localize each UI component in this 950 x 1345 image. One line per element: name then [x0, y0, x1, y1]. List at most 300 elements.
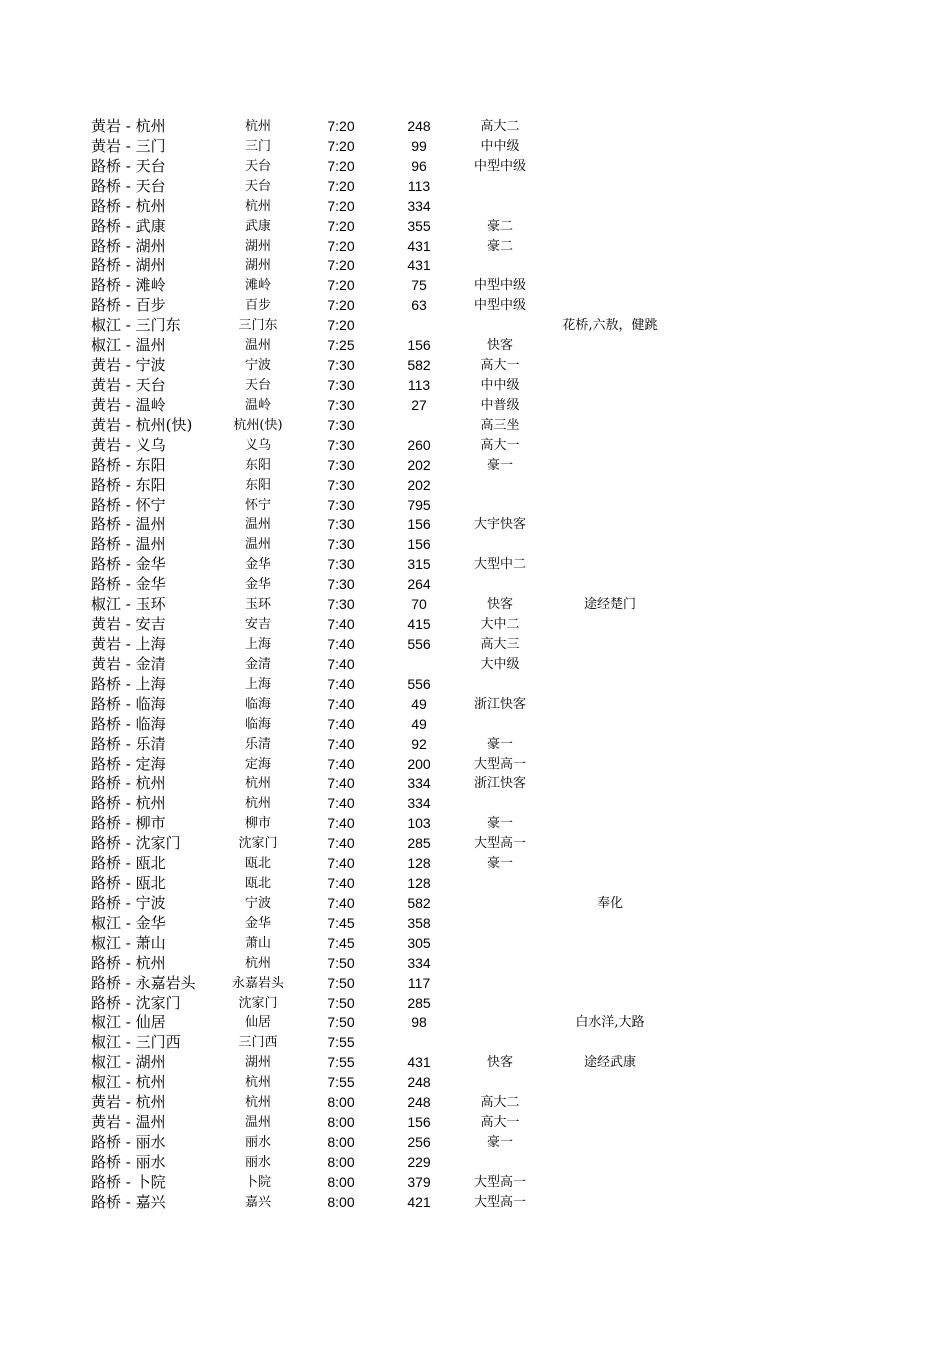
- distance-cell: 556: [407, 675, 431, 692]
- note-cell: [540, 1093, 680, 1113]
- distance-cell: 248: [407, 118, 431, 134]
- departure-time-cell: 7:20: [327, 297, 355, 314]
- bus-type-cell: 豪一: [486, 1135, 513, 1151]
- distance-cell: 315: [407, 556, 431, 573]
- distance-cell: 202: [407, 456, 431, 473]
- bus-type-cell: 大型高一: [473, 1174, 526, 1190]
- distance-cell: 128: [407, 855, 431, 872]
- route-cell: 黄岩 - 天台: [91, 375, 166, 394]
- route-cell: 路桥 - 杭州: [91, 774, 166, 793]
- note-cell: 途经楚门: [583, 597, 636, 613]
- route-cell: 路桥 - 沈家门: [91, 834, 181, 853]
- route-cell: 路桥 - 宁波: [91, 893, 166, 912]
- destination-cell: 瓯北: [244, 876, 271, 892]
- bus-type-cell: 中中级: [480, 138, 520, 154]
- note-cell: [540, 994, 680, 1014]
- destination-cell: 温州: [244, 1115, 271, 1131]
- bus-type-cell: 中中级: [480, 377, 520, 393]
- bus-type-cell: [450, 914, 550, 934]
- table-row: [0, 496, 950, 516]
- bus-schedule-table: [0, 117, 950, 1213]
- note-cell: [540, 396, 680, 416]
- table-row: [0, 1093, 950, 1113]
- destination-cell: 金华: [244, 557, 271, 573]
- table-row: [0, 1173, 950, 1193]
- table-row: [0, 814, 950, 834]
- departure-time-cell: 8:00: [327, 1193, 355, 1210]
- table-row: [0, 237, 950, 257]
- route-cell: 路桥 - 杭州: [91, 794, 166, 813]
- note-cell: [540, 794, 680, 814]
- route-cell: 路桥 - 定海: [91, 754, 166, 773]
- route-cell: 路桥 - 嘉兴: [91, 1192, 166, 1211]
- note-cell: [540, 755, 680, 775]
- route-cell: 路桥 - 滩岭: [91, 276, 166, 295]
- departure-time-cell: 7:40: [327, 894, 355, 911]
- departure-time-cell: 7:30: [327, 556, 355, 573]
- destination-cell: 杭州: [244, 1075, 271, 1091]
- departure-time-cell: 7:40: [327, 755, 355, 772]
- bus-type-cell: 高大三: [480, 636, 520, 652]
- route-cell: 黄岩 - 上海: [91, 634, 166, 653]
- distance-cell: 27: [411, 396, 427, 413]
- route-cell: 黄岩 - 金清: [91, 654, 166, 673]
- note-cell: 花桥,六敖，健跳: [562, 318, 658, 334]
- table-row: [0, 615, 950, 635]
- route-cell: 路桥 - 沈家门: [91, 993, 181, 1012]
- note-cell: [540, 416, 680, 436]
- departure-time-cell: 7:45: [327, 934, 355, 951]
- route-cell: 路桥 - 乐清: [91, 734, 166, 753]
- distance-cell: 285: [407, 994, 431, 1011]
- table-row: [0, 1073, 950, 1093]
- note-cell: [540, 1153, 680, 1173]
- bus-type-cell: [450, 974, 550, 994]
- distance-cell: 229: [407, 1153, 431, 1170]
- table-row: [0, 735, 950, 755]
- destination-cell: 金华: [244, 915, 271, 931]
- destination-cell: 上海: [244, 636, 271, 652]
- route-cell: 路桥 - 瓯北: [91, 874, 166, 893]
- departure-time-cell: 7:30: [327, 576, 355, 593]
- destination-cell: 仙居: [244, 1015, 271, 1031]
- destination-cell: 宁波: [244, 895, 271, 911]
- table-row: [0, 1193, 950, 1213]
- departure-time-cell: 7:55: [327, 1074, 355, 1091]
- distance-cell: [384, 416, 454, 436]
- bus-type-cell: [450, 496, 550, 516]
- distance-cell: 49: [411, 695, 427, 712]
- departure-time-cell: 7:20: [327, 137, 355, 154]
- bus-type-cell: [450, 894, 550, 914]
- destination-cell: 杭州: [244, 955, 271, 971]
- bus-type-cell: 大型高一: [473, 836, 526, 852]
- departure-time-cell: 7:30: [327, 456, 355, 473]
- route-cell: 黄岩 - 杭州: [91, 1093, 166, 1112]
- note-cell: [540, 296, 680, 316]
- destination-cell: 临海: [244, 716, 271, 732]
- destination-cell: 杭州: [244, 119, 271, 134]
- note-cell: [540, 695, 680, 715]
- table-row: [0, 177, 950, 197]
- departure-time-cell: 7:40: [327, 675, 355, 692]
- note-cell: [540, 535, 680, 555]
- bus-type-cell: 高三坐: [480, 417, 520, 433]
- destination-cell: 定海: [244, 756, 271, 772]
- note-cell: [540, 177, 680, 197]
- route-cell: 路桥 - 永嘉岩头: [91, 973, 196, 992]
- departure-time-cell: 7:20: [327, 118, 355, 134]
- distance-cell: 49: [411, 715, 427, 732]
- route-cell: 路桥 - 金华: [91, 575, 166, 594]
- distance-cell: 379: [407, 1173, 431, 1190]
- table-row: [0, 197, 950, 217]
- table-row: [0, 934, 950, 954]
- destination-cell: 柳市: [244, 816, 271, 832]
- note-cell: 奉化: [596, 895, 623, 911]
- note-cell: [540, 276, 680, 296]
- route-cell: 椒江 - 三门东: [91, 316, 181, 335]
- note-cell: [540, 336, 680, 356]
- bus-type-cell: 快客: [486, 338, 513, 354]
- table-row: [0, 316, 950, 336]
- route-cell: 椒江 - 杭州: [91, 1073, 166, 1092]
- note-cell: [540, 655, 680, 675]
- distance-cell: 128: [407, 875, 431, 892]
- destination-cell: 武康: [244, 218, 271, 234]
- route-cell: 路桥 - 瓯北: [91, 854, 166, 873]
- table-row: [0, 117, 950, 137]
- table-row: [0, 376, 950, 396]
- route-cell: 黄岩 - 温州: [91, 1113, 166, 1132]
- distance-cell: 355: [407, 217, 431, 234]
- route-cell: 路桥 - 湖州: [91, 236, 166, 255]
- table-row: [0, 416, 950, 436]
- bus-type-cell: [450, 535, 550, 555]
- destination-cell: 湖州: [244, 1055, 271, 1071]
- table-row: [0, 137, 950, 157]
- distance-cell: 334: [407, 795, 431, 812]
- route-cell: 椒江 - 萧山: [91, 933, 166, 952]
- table-row: [0, 456, 950, 476]
- departure-time-cell: 7:20: [327, 317, 355, 334]
- destination-cell: 东阳: [244, 477, 271, 493]
- destination-cell: 温州: [244, 537, 271, 553]
- table-row: [0, 356, 950, 376]
- destination-cell: 杭州(快): [233, 417, 283, 433]
- departure-time-cell: 7:30: [327, 396, 355, 413]
- distance-cell: 103: [407, 815, 431, 832]
- departure-time-cell: 7:30: [327, 357, 355, 374]
- destination-cell: 沈家门: [238, 995, 278, 1011]
- distance-cell: 117: [407, 974, 431, 991]
- table-row: [0, 695, 950, 715]
- table-row: [0, 954, 950, 974]
- departure-time-cell: 7:50: [327, 994, 355, 1011]
- distance-cell: [384, 316, 454, 336]
- departure-time-cell: 7:40: [327, 715, 355, 732]
- route-cell: 路桥 - 怀宁: [91, 495, 166, 514]
- departure-time-cell: 7:55: [327, 1054, 355, 1071]
- route-cell: 椒江 - 湖州: [91, 1053, 166, 1072]
- route-cell: 黄岩 - 三门: [91, 136, 166, 155]
- bus-type-cell: 豪一: [486, 457, 513, 473]
- distance-cell: 202: [407, 476, 431, 493]
- distance-cell: 305: [407, 934, 431, 951]
- departure-time-cell: 7:20: [327, 157, 355, 174]
- destination-cell: 沈家门: [238, 836, 278, 852]
- departure-time-cell: 7:50: [327, 1014, 355, 1031]
- note-cell: [540, 675, 680, 695]
- departure-time-cell: 7:30: [327, 536, 355, 553]
- departure-time-cell: 7:50: [327, 974, 355, 991]
- destination-cell: 天台: [244, 178, 271, 194]
- departure-time-cell: 7:40: [327, 835, 355, 852]
- table-row: [0, 755, 950, 775]
- table-row: [0, 715, 950, 735]
- route-cell: 路桥 - 东阳: [91, 475, 166, 494]
- departure-time-cell: 7:40: [327, 875, 355, 892]
- distance-cell: 98: [411, 1014, 427, 1031]
- table-row: [0, 535, 950, 555]
- table-row: [0, 217, 950, 237]
- note-cell: [540, 974, 680, 994]
- route-cell: 黄岩 - 义乌: [91, 435, 166, 454]
- destination-cell: 丽水: [244, 1135, 271, 1151]
- bus-type-cell: [450, 1013, 550, 1033]
- table-row: [0, 515, 950, 535]
- destination-cell: 杭州: [244, 796, 271, 812]
- distance-cell: 248: [407, 1094, 431, 1111]
- destination-cell: 嘉兴: [244, 1194, 271, 1210]
- table-row: [0, 914, 950, 934]
- destination-cell: 玉环: [244, 597, 271, 613]
- table-row: [0, 476, 950, 496]
- distance-cell: 285: [407, 835, 431, 852]
- destination-cell: 湖州: [244, 258, 271, 274]
- departure-time-cell: 7:45: [327, 914, 355, 931]
- note-cell: [540, 1073, 680, 1093]
- departure-time-cell: 7:30: [327, 496, 355, 513]
- table-row: [0, 296, 950, 316]
- departure-time-cell: 7:20: [327, 197, 355, 214]
- bus-type-cell: 大宇快客: [473, 517, 526, 533]
- bus-type-cell: 豪二: [486, 238, 513, 254]
- note-cell: [540, 814, 680, 834]
- note-cell: [540, 436, 680, 456]
- note-cell: [540, 256, 680, 276]
- destination-cell: 天台: [244, 158, 271, 174]
- distance-cell: 431: [407, 1054, 431, 1071]
- distance-cell: 415: [407, 616, 431, 633]
- bus-type-cell: [450, 715, 550, 735]
- distance-cell: 421: [407, 1193, 431, 1210]
- distance-cell: 431: [407, 257, 431, 274]
- destination-cell: 三门西: [238, 1035, 278, 1051]
- note-cell: [540, 854, 680, 874]
- route-cell: 椒江 - 金华: [91, 913, 166, 932]
- table-row: [0, 256, 950, 276]
- departure-time-cell: 7:20: [327, 217, 355, 234]
- table-row: [0, 894, 950, 914]
- bus-type-cell: [450, 1033, 550, 1053]
- note-cell: [540, 735, 680, 755]
- table-row: [0, 834, 950, 854]
- distance-cell: 113: [407, 376, 431, 393]
- distance-cell: 582: [407, 357, 431, 374]
- bus-type-cell: 中型中级: [473, 298, 526, 314]
- table-row: [0, 994, 950, 1014]
- bus-type-cell: 高大一: [480, 358, 520, 374]
- bus-type-cell: 高大二: [480, 1095, 520, 1111]
- bus-type-cell: 豪一: [486, 856, 513, 872]
- table-row: [0, 396, 950, 416]
- destination-cell: 滩岭: [244, 278, 271, 294]
- destination-cell: 宁波: [244, 358, 271, 374]
- route-cell: 路桥 - 柳市: [91, 814, 166, 833]
- distance-cell: 260: [407, 436, 431, 453]
- distance-cell: [384, 655, 454, 675]
- distance-cell: 92: [411, 735, 427, 752]
- note-cell: [540, 137, 680, 157]
- destination-cell: 乐清: [244, 736, 271, 752]
- distance-cell: 795: [407, 496, 431, 513]
- note-cell: [540, 1133, 680, 1153]
- note-cell: [540, 376, 680, 396]
- destination-cell: 卜院: [244, 1174, 271, 1190]
- departure-time-cell: 7:40: [327, 815, 355, 832]
- route-cell: 路桥 - 杭州: [91, 196, 166, 215]
- note-cell: [540, 555, 680, 575]
- destination-cell: 天台: [244, 377, 271, 393]
- destination-cell: 杭州: [244, 1095, 271, 1111]
- bus-type-cell: 中普级: [480, 397, 520, 413]
- note-cell: [540, 874, 680, 894]
- departure-time-cell: 7:30: [327, 416, 355, 433]
- route-cell: 路桥 - 武康: [91, 216, 166, 235]
- bus-type-cell: 高大一: [480, 437, 520, 453]
- departure-time-cell: 7:40: [327, 775, 355, 792]
- route-cell: 椒江 - 玉环: [91, 595, 166, 614]
- destination-cell: 金华: [244, 577, 271, 593]
- bus-type-cell: 大型中二: [473, 557, 526, 573]
- departure-time-cell: 7:50: [327, 954, 355, 971]
- distance-cell: [384, 1033, 454, 1053]
- bus-type-cell: 高大二: [480, 119, 520, 134]
- departure-time-cell: 7:20: [327, 237, 355, 254]
- destination-cell: 温州: [244, 338, 271, 354]
- bus-type-cell: 大中级: [480, 656, 520, 672]
- distance-cell: 156: [407, 337, 431, 354]
- table-row: [0, 774, 950, 794]
- distance-cell: 63: [411, 297, 427, 314]
- destination-cell: 东阳: [244, 457, 271, 473]
- table-row: [0, 1053, 950, 1073]
- departure-time-cell: 7:30: [327, 476, 355, 493]
- bus-type-cell: [450, 476, 550, 496]
- route-cell: 黄岩 - 杭州: [91, 117, 166, 135]
- distance-cell: 156: [407, 1114, 431, 1131]
- destination-cell: 百步: [244, 298, 271, 314]
- bus-type-cell: 浙江快客: [473, 776, 526, 792]
- departure-time-cell: 7:20: [327, 277, 355, 294]
- departure-time-cell: 8:00: [327, 1173, 355, 1190]
- bus-type-cell: [450, 874, 550, 894]
- departure-time-cell: 7:40: [327, 695, 355, 712]
- note-cell: [540, 356, 680, 376]
- note-cell: [540, 774, 680, 794]
- destination-cell: 丽水: [244, 1154, 271, 1170]
- departure-time-cell: 8:00: [327, 1153, 355, 1170]
- note-cell: [540, 476, 680, 496]
- departure-time-cell: 8:00: [327, 1114, 355, 1131]
- note-cell: [540, 635, 680, 655]
- destination-cell: 临海: [244, 696, 271, 712]
- route-cell: 路桥 - 湖州: [91, 256, 166, 275]
- bus-type-cell: 高大一: [480, 1115, 520, 1131]
- table-row: [0, 336, 950, 356]
- distance-cell: 113: [407, 177, 431, 194]
- bus-type-cell: [450, 316, 550, 336]
- destination-cell: 永嘉岩头: [231, 975, 284, 991]
- distance-cell: 75: [411, 277, 427, 294]
- route-cell: 椒江 - 温州: [91, 336, 166, 355]
- note-cell: 白水洋,大路: [575, 1015, 645, 1031]
- note-cell: [540, 217, 680, 237]
- distance-cell: 99: [411, 137, 427, 154]
- bus-type-cell: 豪一: [486, 736, 513, 752]
- bus-type-cell: 中型中级: [473, 158, 526, 174]
- bus-type-cell: [450, 575, 550, 595]
- departure-time-cell: 7:55: [327, 1034, 355, 1051]
- route-cell: 路桥 - 丽水: [91, 1152, 166, 1171]
- bus-type-cell: [450, 994, 550, 1014]
- bus-type-cell: [450, 934, 550, 954]
- route-cell: 椒江 - 三门西: [91, 1033, 181, 1052]
- distance-cell: 156: [407, 536, 431, 553]
- route-cell: 黄岩 - 温岭: [91, 395, 166, 414]
- note-cell: [540, 1173, 680, 1193]
- departure-time-cell: 8:00: [327, 1134, 355, 1151]
- destination-cell: 三门: [244, 138, 271, 154]
- departure-time-cell: 7:30: [327, 516, 355, 533]
- route-cell: 路桥 - 东阳: [91, 455, 166, 474]
- bus-type-cell: [450, 1153, 550, 1173]
- bus-type-cell: [450, 1073, 550, 1093]
- bus-type-cell: 豪一: [486, 816, 513, 832]
- note-cell: [540, 914, 680, 934]
- table-row: [0, 675, 950, 695]
- destination-cell: 萧山: [244, 935, 271, 951]
- bus-type-cell: 快客: [486, 1055, 513, 1071]
- table-row: [0, 276, 950, 296]
- table-row: [0, 436, 950, 456]
- table-row: [0, 635, 950, 655]
- destination-cell: 金清: [244, 656, 271, 672]
- note-cell: [540, 615, 680, 635]
- bus-type-cell: [450, 954, 550, 974]
- distance-cell: 156: [407, 516, 431, 533]
- route-cell: 路桥 - 临海: [91, 694, 166, 713]
- route-cell: 黄岩 - 杭州(快): [91, 415, 193, 434]
- departure-time-cell: 7:20: [327, 257, 355, 274]
- route-cell: 路桥 - 百步: [91, 296, 166, 315]
- distance-cell: 334: [407, 775, 431, 792]
- note-cell: [540, 117, 680, 137]
- departure-time-cell: 8:00: [327, 1094, 355, 1111]
- table-row: [0, 575, 950, 595]
- destination-cell: 义乌: [244, 437, 271, 453]
